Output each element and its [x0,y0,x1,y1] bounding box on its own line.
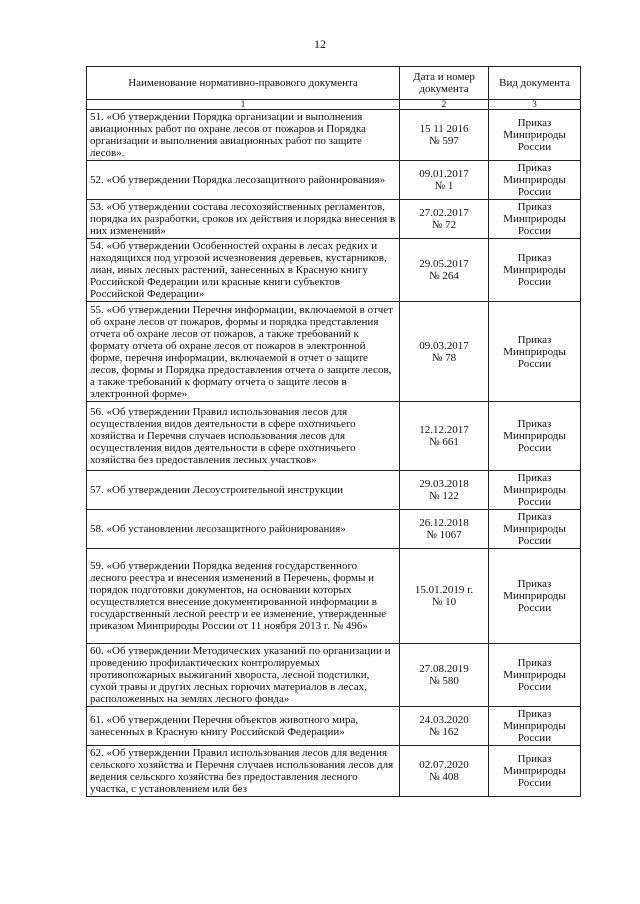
document-type-cell: Приказ Минприроды России [489,471,581,510]
table-row [87,471,581,510]
document-name-cell: 54. «Об утверждении Особенностей охраны в лесах редких и находящихся под угрозой исчезновения деревьев, кустарников, лиан, иных лесных растений, занесенных в Красную книгу Российской Федерации или красные книги субъектов Российской Федерации» [87,239,400,302]
document-type-cell: Приказ Минприроды России [489,707,581,746]
table-row [87,707,581,746]
document-number: № 10 [431,596,457,608]
document-number: № 580 [429,675,459,687]
document-type-cell: Приказ Минприроды России [489,510,581,549]
document-type-cell: Приказ Минприроды России [489,110,581,161]
table-header-row [87,67,581,100]
column-number-row [87,100,581,110]
document-date: 29.03.2018 [419,478,469,490]
date-number-cell [400,110,489,161]
document-number: № 1067 [426,529,462,541]
document-name-cell: 53. «Об утверждении состава лесохозяйственных регламентов, порядка их разработки, сроков их действия и порядка внесения в них изменений» [87,200,400,239]
page-number: 12 [314,37,326,51]
document-date: 24.03.2020 [419,714,469,726]
document-name-cell: 58. «Об установлении лесозащитного районирования» [87,510,400,549]
date-number-cell [400,510,489,549]
date-number-cell [400,644,489,707]
table-row [87,200,581,239]
document-number: № 78 [431,351,457,364]
date-number-cell [400,402,489,471]
table-row [87,746,581,797]
document-date: 27.02.2017 [419,207,469,219]
date-number-cell [400,239,489,302]
column-number: 3 [489,100,581,110]
document-date: 15.01.2019 г. [414,584,474,596]
column-number: 1 [87,100,400,110]
document-name-cell: 59. «Об утверждении Порядка ведения государственного лесного реестра и внесения изменений в Перечень, формы и порядок подготовки документов, на основании которых осуществляется внесение документированной информации в государственный лесной реестр и ее изменение, утвержденные приказом Минприроды России от 11 ноября 2013 г. № 496» [87,549,400,644]
document-number: № 597 [429,135,459,147]
date-number-cell [400,549,489,644]
document-name-cell: 57. «Об утверждении Лесоустроительной инструкции [87,471,400,510]
document-date: 15 11 2016 [419,123,469,135]
date-number-cell [400,200,489,239]
table-row [87,402,581,471]
document-number: № 408 [429,771,459,783]
document-type-cell: Приказ Минприроды России [489,549,581,644]
header-document-name: Наименование нормативно-правового документа [87,67,400,100]
date-number-cell [400,746,489,797]
document-name-cell: 51. «Об утверждении Порядка организации и выполнения авиационных работ по охране лесов от пожаров и Порядка организации и выполнения авиационных работ по защите лесов». [87,110,400,161]
document-date: 09.03.2017 [419,339,469,352]
document-name-cell: 52. «Об утверждении Порядка лесозащитного районирования» [87,161,400,200]
date-number-cell [400,161,489,200]
document-number: № 122 [429,490,459,502]
document-date: 27.08.2019 [419,663,469,675]
header-date-number: Дата и номер документа [400,67,489,100]
document-name-cell: 56. «Об утверждении Правил использования лесов для осуществления видов деятельности в сфере охотничьего хозяйства и Перечня случаев использования лесов для осуществления видов деятельности в сфере охотничьего хозяйства без предоставления лесных участков» [87,402,400,471]
document-type-cell: Приказ Минприроды России [489,161,581,200]
document-date: 02.07.2020 [419,759,469,771]
document-type-cell: Приказ Минприроды России [489,239,581,302]
table-row [87,302,581,402]
date-number-cell [400,707,489,746]
document-date: 26.12.2018 [419,517,469,529]
regulations-table [86,66,581,797]
document-number: № 162 [429,726,459,738]
document-number: № 661 [429,436,459,448]
table-row [87,239,581,302]
document-name-cell: 61. «Об утверждении Перечня объектов животного мира, занесенных в Красную книгу Российской Федерации» [87,707,400,746]
document-number: № 1 [434,180,454,192]
table-row [87,110,581,161]
document-number: № 264 [429,270,459,282]
document-date: 09.01.2017 [419,168,469,180]
document-date: 12.12.2017 [419,424,469,436]
document-name-cell: 55. «Об утверждении Перечня информации, включаемой в отчет об охране лесов от пожаров, формы и порядка представления отчета об охране лесов от пожаров, а также требований к формату отчета об охране лесов от пожаров в электронной форме, перечня информации, включаемой в отчет о защите лесов, формы и Порядка предоставления отчета о защите лесов, а также требований к формату отчета о защите лесов в электронной форме» [87,302,400,402]
table-body [87,110,581,797]
header-document-type: Вид документа [489,67,581,100]
date-number-cell [400,471,489,510]
document-name-cell: 62. «Об утверждении Правил использования лесов для ведения сельского хозяйства и Перечня случаев использования лесов для ведения сельского хозяйства без предоставления лесного участка, с установлением или без [87,746,400,797]
document-type-cell: Приказ Минприроды России [489,302,581,402]
document-type-cell: Приказ Минприроды России [489,402,581,471]
document-date: 29.05.2017 [419,258,469,270]
document-type-cell: Приказ Минприроды России [489,200,581,239]
table-row [87,510,581,549]
table-row [87,644,581,707]
table-row [87,161,581,200]
table-row [87,549,581,644]
document-type-cell: Приказ Минприроды России [489,644,581,707]
document-number: № 72 [431,219,457,231]
date-number-cell [400,302,489,402]
column-number: 2 [400,100,489,110]
document-type-cell: Приказ Минприроды России [489,746,581,797]
document-name-cell: 60. «Об утверждении Методических указаний по организации и проведению профилактических контролируемых противопожарных выжиганий хвороста, лесной подстилки, сухой травы и других лесных горючих материалов в лесах, расположенных на землях лесного фонда» [87,644,400,707]
